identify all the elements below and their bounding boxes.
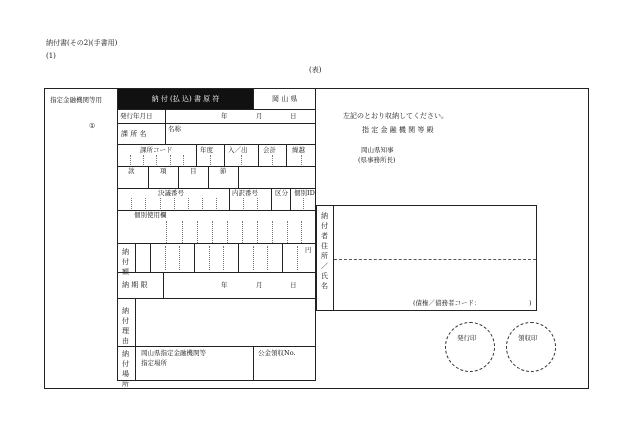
issue-day: 日: [290, 112, 297, 120]
governor: 岡山県知事: [361, 146, 394, 154]
reason-label: 納付理由: [122, 307, 129, 345]
account-no-label: 公金領収No.: [258, 349, 296, 357]
deadline-year: 年: [221, 281, 228, 289]
form-title: 納付書(その2)(手書用): [46, 39, 118, 47]
amount-label: 納付額: [122, 248, 129, 276]
copy-label: 指定金融機関等用: [50, 96, 102, 104]
title-block: 納 付 (払 込) 書 原 符: [118, 89, 253, 109]
side-label: (表): [309, 66, 322, 74]
carryover-label: 繰越: [292, 146, 305, 154]
issue-year: 年: [221, 112, 228, 120]
office-name-label: 名称: [168, 125, 181, 133]
payer-label: 納付者住所／氏名: [321, 212, 328, 290]
office-code-label: 課所コード: [140, 146, 173, 154]
issue-month: 月: [256, 112, 263, 120]
debtor-code-label: (債権／債務者コード：: [413, 299, 481, 307]
payer-box: [316, 205, 537, 311]
individual-use-label: 個別使用欄: [134, 211, 167, 219]
kou-label: 項: [160, 167, 167, 175]
form-number: (1): [46, 52, 56, 60]
received-stamp: [506, 322, 556, 372]
account-label: 会計: [263, 146, 276, 154]
deadline-month: 月: [256, 281, 263, 289]
place-label: 納付場所: [122, 350, 129, 388]
kan-label: 款: [128, 167, 135, 175]
moku-label: 目: [190, 167, 197, 175]
governor-sub: (県事務所長): [358, 156, 396, 164]
received-stamp-label: 領収印: [518, 334, 538, 342]
issue-date-label: 発行年月日: [120, 112, 153, 120]
issued-stamp-label: 発行印: [457, 334, 477, 342]
individual-id-label: 個別ID: [294, 189, 315, 197]
office-label: 課 所 名: [121, 130, 147, 138]
issued-stamp: [445, 322, 495, 372]
setsu-label: 節: [220, 167, 227, 175]
place-text-1: 岡山県指定金融機関等: [141, 349, 206, 357]
in-out-label: 入／出: [228, 146, 248, 154]
yen-label: 円: [305, 246, 312, 254]
internal-no-label: 内訳番号: [232, 189, 258, 197]
debtor-code-close: ): [529, 299, 532, 307]
bank-addressee: 指 定 金 融 機 関 等 殿: [362, 126, 434, 134]
place-text-2: 指定場所: [141, 359, 167, 367]
receipt-instruction: 左記のとおり収納してください。: [343, 112, 448, 120]
category-label: 区分: [275, 189, 288, 197]
prefecture: 岡 山 県: [272, 95, 298, 103]
deadline-day: 日: [290, 281, 297, 289]
deadline-label: 納 期 限: [122, 281, 148, 289]
decision-no-label: 決議番号: [158, 189, 184, 197]
fiscal-year-label: 年度: [200, 146, 213, 154]
circle-number: ①: [89, 122, 96, 130]
